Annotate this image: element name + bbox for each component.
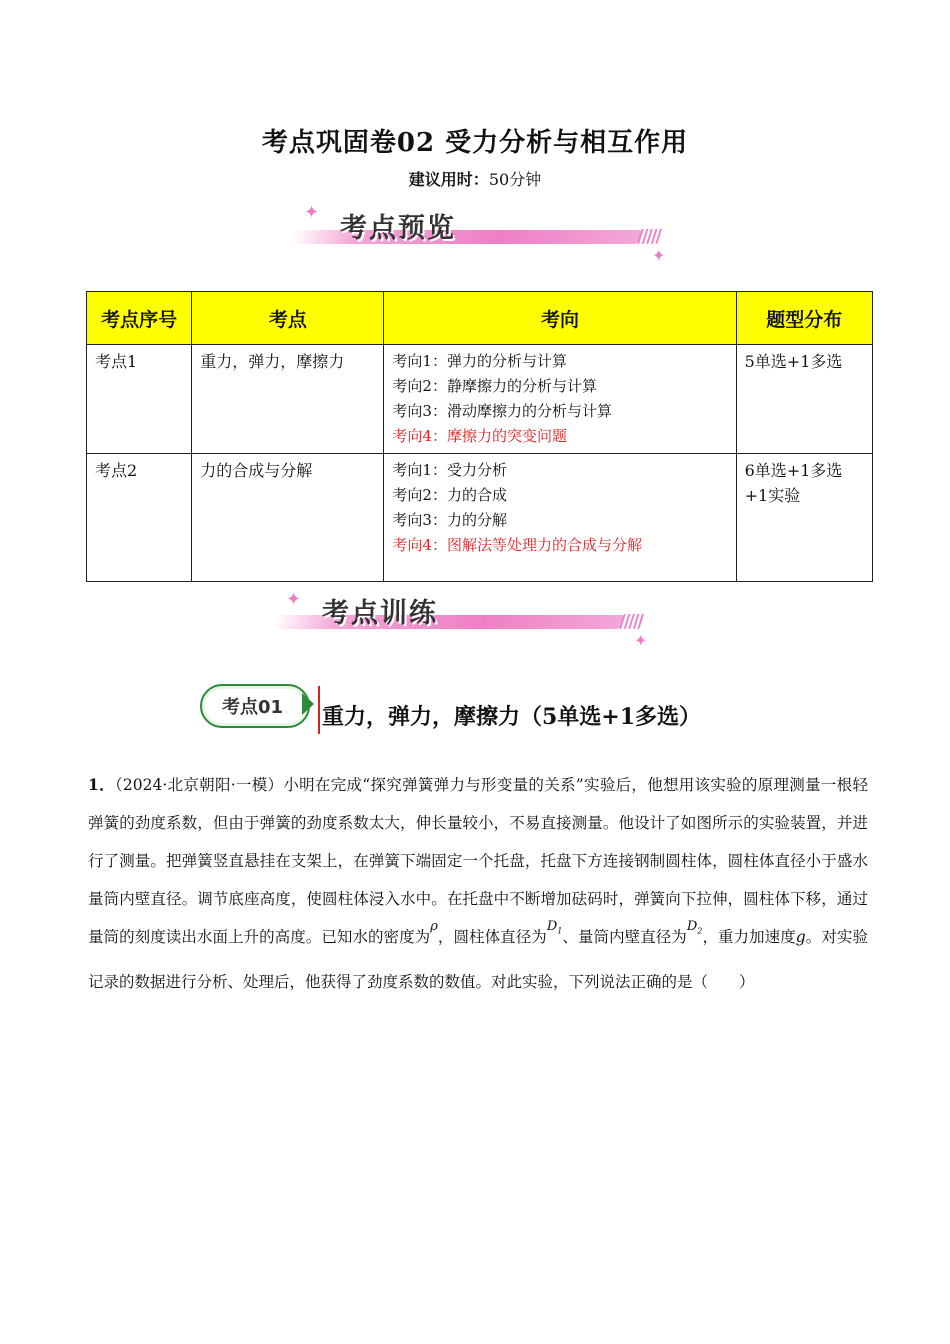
table-header: 题型分布 bbox=[736, 292, 872, 345]
direction-item: 考向2：静摩擦力的分析与计算 bbox=[392, 377, 597, 395]
direction-item: 考向3：力的分解 bbox=[392, 511, 507, 529]
directions-cell bbox=[384, 345, 736, 454]
topic-id: 考点1 bbox=[87, 345, 192, 454]
preview-banner-label: 考点预览 bbox=[340, 213, 456, 244]
table-row bbox=[87, 345, 873, 454]
topic-name: 重力，弹力，摩擦力 bbox=[192, 345, 384, 454]
rho-symbol: ρ bbox=[430, 919, 438, 934]
suggested-time bbox=[0, 167, 950, 190]
section-badge-label: 考点01 bbox=[222, 697, 284, 718]
table-header-row bbox=[87, 292, 873, 345]
topic-id: 考点2 bbox=[87, 454, 192, 582]
section-header bbox=[200, 684, 800, 734]
sparkle-icon: ✦ bbox=[634, 631, 648, 650]
direction-item: 考向1：受力分析 bbox=[392, 461, 507, 479]
topic-name: 力的合成与分解 bbox=[192, 454, 384, 582]
question-text: ，重力加速度 bbox=[702, 928, 796, 946]
badge-arrow-icon bbox=[302, 693, 314, 715]
question-distribution: 6单选+1多选+1实验 bbox=[736, 454, 872, 582]
question-text: 。对实验记录的数据进行分析、处理后，他获得了劲度系数的数值。对此实验，下列说法正确的是（ ） bbox=[88, 928, 868, 991]
direction-item: 考向4：图解法等处理力的合成与分解 bbox=[392, 536, 642, 554]
preview-banner bbox=[280, 200, 680, 270]
page-title: 考点巩固卷02 受力分析与相互作用 bbox=[261, 128, 689, 158]
stripes-icon: ///// bbox=[637, 226, 660, 247]
question-distribution: 5单选+1多选 bbox=[736, 345, 872, 454]
training-banner-label: 考点训练 bbox=[322, 598, 438, 629]
table-header: 考点序号 bbox=[87, 292, 192, 345]
section-title: 重力，弹力，摩擦力（5单选+1多选） bbox=[322, 704, 702, 730]
question-text: 、量筒内壁直径为 bbox=[562, 928, 687, 946]
table-header: 考向 bbox=[384, 292, 736, 345]
question-1 bbox=[88, 766, 868, 1001]
d2-symbol: D2 bbox=[686, 919, 703, 936]
overview-table bbox=[86, 291, 873, 582]
direction-item: 考向2：力的合成 bbox=[392, 486, 507, 504]
question-text: 小明在完成“探究弹簧弹力与形变量的关系”实验后，他想用该实验的原理测量一根轻弹簧的劲度系数，但由于弹簧的劲度系数太大，伸长量较小，不易直接测量。他设计了如图所示的实验装置，并进行了测量。把弹簧竖直悬挂在支架上，在弹簧下端固定一个托盘，托盘下方连接钢制圆柱体，圆柱体直径小于盛水量筒内壁直径。调节底座高度，使圆柱体浸入水中。在托盘中不断增加砝码时，弹簧向下拉伸，圆柱体下移，通过量筒的刻度读出水面上升的高度。已知水的密度为 bbox=[88, 776, 868, 946]
sparkle-icon: ✦ bbox=[304, 202, 320, 223]
time-value: 50分钟 bbox=[488, 170, 542, 189]
question-number: 1． bbox=[88, 775, 115, 794]
direction-item: 考向1：弹力的分析与计算 bbox=[392, 352, 567, 370]
sparkle-icon: ✦ bbox=[652, 246, 666, 265]
sparkle-icon: ✦ bbox=[286, 589, 302, 610]
question-text: ，圆柱体直径为 bbox=[437, 928, 547, 946]
table-header: 考点 bbox=[192, 292, 384, 345]
d1-symbol: D1 bbox=[546, 919, 563, 936]
direction-item: 考向4：摩擦力的突变问题 bbox=[392, 427, 567, 445]
time-label: 建议用时： bbox=[408, 170, 489, 189]
stripes-icon: ///// bbox=[619, 611, 642, 632]
directions-cell bbox=[384, 454, 736, 582]
section-badge bbox=[200, 684, 310, 728]
training-banner bbox=[262, 585, 662, 655]
direction-item: 考向3：滑动摩擦力的分析与计算 bbox=[392, 402, 612, 420]
g-symbol: g bbox=[795, 928, 806, 946]
question-source: （2024·北京朝阳·一模） bbox=[114, 776, 284, 794]
table-row bbox=[87, 454, 873, 582]
